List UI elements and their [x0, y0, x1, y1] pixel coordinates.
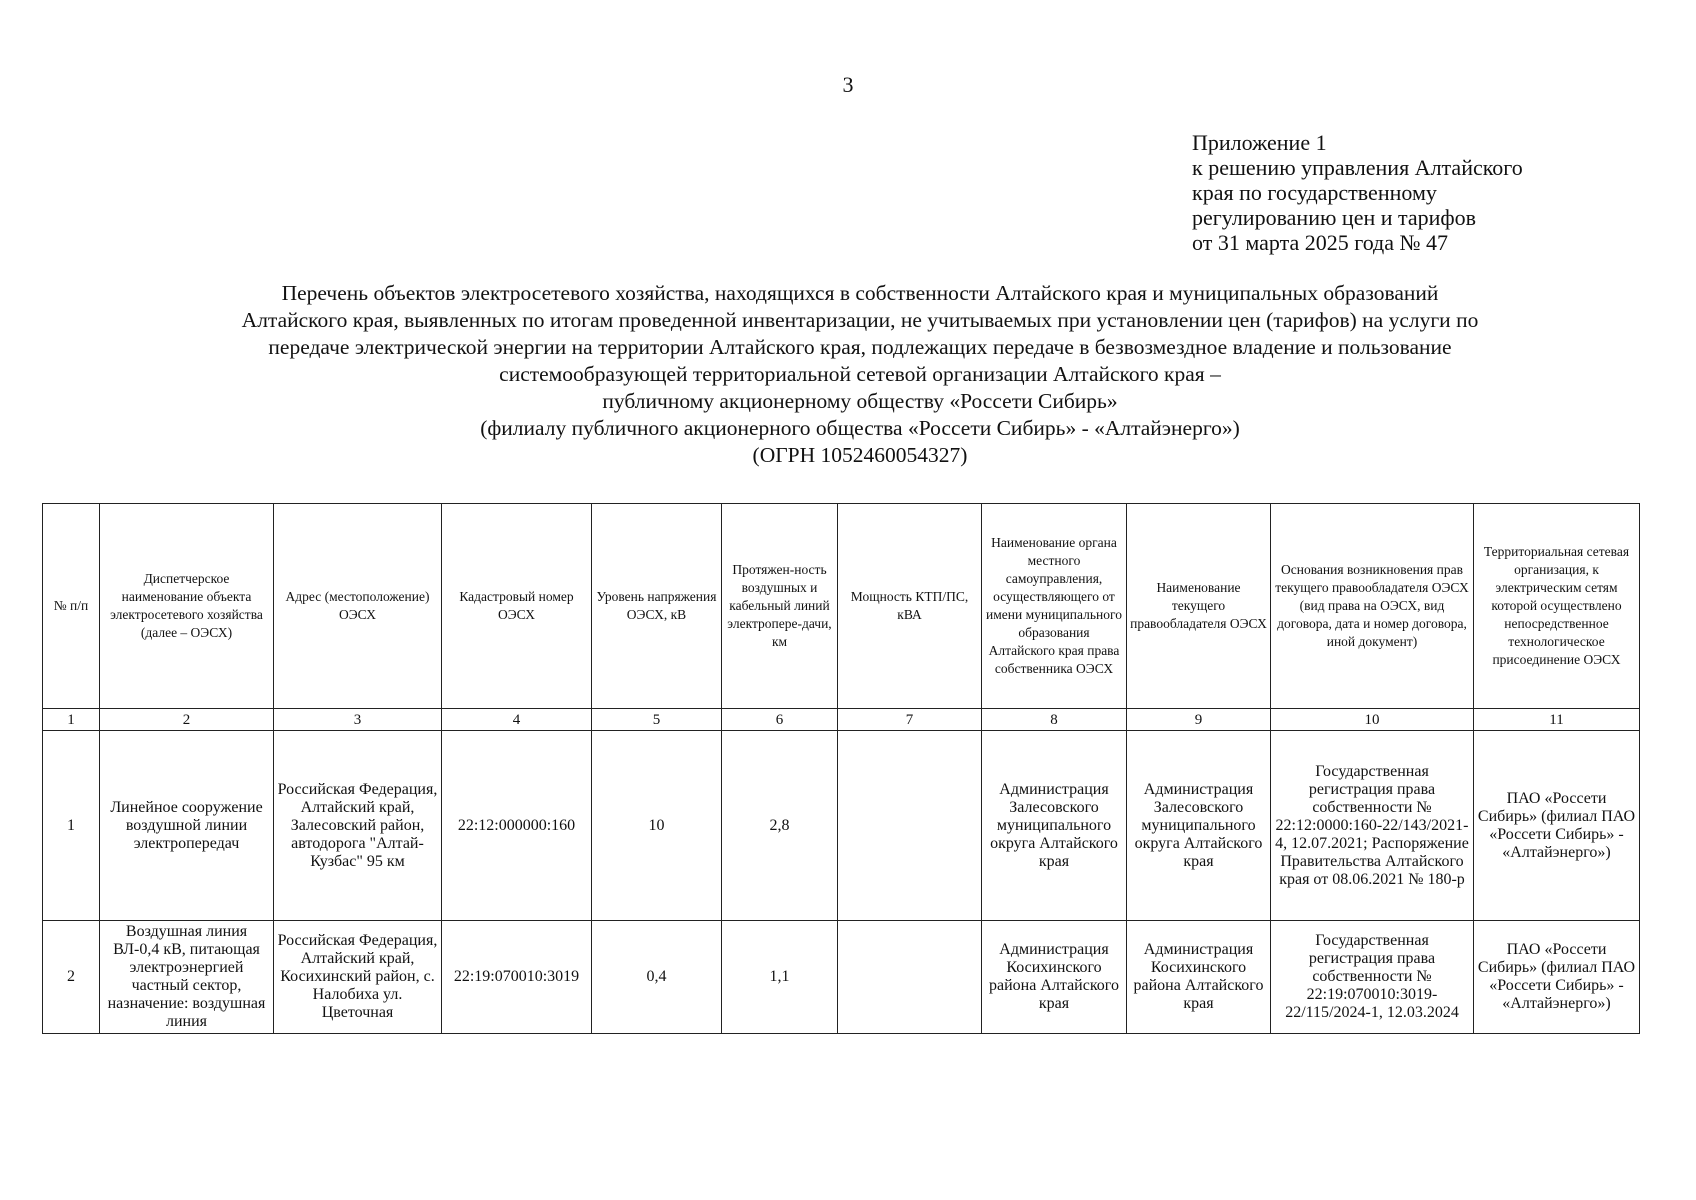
line-length: 2,8	[722, 731, 838, 921]
object-address-cell	[274, 921, 442, 1034]
objects-table	[42, 503, 1640, 1034]
row-number: 2	[43, 921, 100, 1034]
title-line: Перечень объектов электросетевого хозяйства, находящихся в собственности Алтайского края и муниципальных образований	[281, 281, 1439, 305]
header-cell-tso: Территориальная сетевая организация, к электрическим сетям которой осуществлено непосредственное технологическое присоединение ОЭСХ	[1474, 504, 1640, 709]
grid-organization: ПАО «Россети Сибирь» (филиал ПАО «Россети Сибирь» - «Алтайэнерго»)	[1474, 731, 1640, 921]
authority-name: Администрация Косихинского района Алтайского края	[982, 921, 1127, 1034]
line-length: 1,1	[722, 921, 838, 1034]
page-number: 3	[842, 72, 854, 97]
table-row	[43, 731, 1640, 921]
object-name: Линейное сооружение воздушной линии электропередач	[100, 731, 274, 921]
rights-basis: Государственная регистрация права собственности № 22:12:0000:160-22/143/2021-4, 12.07.2021; Распоряжение Правительства Алтайского края от 08.06.2021 № 180-р	[1271, 731, 1474, 921]
column-number: 8	[982, 709, 1127, 731]
substation-power	[838, 921, 982, 1034]
appendix-line: регулированию цен и тарифов	[1192, 205, 1477, 230]
header-cell-length: Протяжен-ность воздушных и кабельный линий электропере-дачи, км	[722, 504, 838, 709]
header-cell-num: № п/п	[43, 504, 100, 709]
header-cell-basis: Основания возникновения прав текущего правообладателя ОЭСХ (вид права на ОЭСХ, вид договора, дата и номер договора, иной документ)	[1271, 504, 1474, 709]
header-cell-cadastral: Кадастровый номер ОЭСХ	[442, 504, 592, 709]
table-row	[43, 921, 1640, 1034]
column-number: 9	[1127, 709, 1271, 731]
header-cell-name: Диспетчерское наименование объекта электросетевого хозяйства (далее – ОЭСХ)	[100, 504, 274, 709]
appendix-line: к решению управления Алтайского	[1192, 155, 1523, 180]
object-name-cell	[100, 921, 274, 1034]
column-number: 1	[43, 709, 100, 731]
column-number: 2	[100, 709, 274, 731]
header-cell-address: Адрес (местоположение) ОЭСХ	[274, 504, 442, 709]
column-number-row	[43, 709, 1640, 731]
document-title	[120, 280, 1600, 469]
cadastral-number: 22:12:000000:160	[442, 731, 592, 921]
column-number: 5	[592, 709, 722, 731]
cadastral-number: 22:19:070010:3019	[442, 921, 592, 1034]
object-address: Российская Федерация, Алтайский край, Косихинский район, с. Налобиха ул. Цветочная	[277, 932, 438, 1021]
object-address: Российская Федерация, Алтайский край, Залесовский район, автодорога "Алтай-Кузбас" 95 км	[274, 731, 442, 921]
substation-power	[838, 731, 982, 921]
voltage-level: 10	[592, 731, 722, 921]
header-cell-holder: Наименование текущего правообладателя ОЭСХ	[1127, 504, 1271, 709]
table-header-row	[43, 504, 1640, 709]
title-line: публичному акционерному обществу «Россети Сибирь»	[602, 389, 1118, 413]
column-number: 10	[1271, 709, 1474, 731]
column-number: 6	[722, 709, 838, 731]
holder-name: Администрация Залесовского муниципального округа Алтайского края	[1127, 731, 1271, 921]
authority-name: Администрация Залесовского муниципального округа Алтайского края	[982, 731, 1127, 921]
grid-organization: ПАО «Россети Сибирь» (филиал ПАО «Россети Сибирь» - «Алтайэнерго»)	[1474, 921, 1640, 1034]
column-number: 3	[274, 709, 442, 731]
appendix-line: края по государственному	[1192, 180, 1437, 205]
column-number: 7	[838, 709, 982, 731]
column-number: 11	[1474, 709, 1640, 731]
object-name: Воздушная линия ВЛ-0,4 кВ, питающая электроэнергией частный сектор, назначение: воздушная линия	[107, 923, 266, 1030]
holder-name: Администрация Косихинского района Алтайского края	[1127, 921, 1271, 1034]
title-line: (филиалу публичного акционерного общества «Россети Сибирь» - «Алтайэнерго»)	[480, 416, 1240, 440]
header-cell-voltage: Уровень напряжения ОЭСХ, кВ	[592, 504, 722, 709]
header-cell-power: Мощность КТП/ПС, кВА	[838, 504, 982, 709]
row-number: 1	[43, 731, 100, 921]
appendix-line: Приложение 1	[1192, 130, 1327, 155]
appendix-line: от 31 марта 2025 года № 47	[1192, 230, 1449, 255]
title-line: системообразующей территориальной сетевой организации Алтайского края –	[499, 362, 1221, 386]
column-number: 4	[442, 709, 592, 731]
appendix-block	[1192, 130, 1523, 255]
rights-basis: Государственная регистрация права собственности № 22:19:070010:3019-22/115/2024-1, 12.03.2024	[1271, 921, 1474, 1034]
title-line: передаче электрической энергии на территории Алтайского края, подлежащих передаче в безвозмездное владение и пользование	[268, 335, 1452, 359]
title-line: Алтайского края, выявленных по итогам проведенной инвентаризации, не учитываемых при установлении цен (тарифов) на услуги по	[241, 308, 1479, 332]
voltage-level: 0,4	[592, 921, 722, 1034]
title-line: (ОГРН 1052460054327)	[752, 443, 968, 467]
header-cell-authority: Наименование органа местного самоуправления, осуществляющего от имени муниципального образования Алтайского края права собственника ОЭСХ	[982, 504, 1127, 709]
